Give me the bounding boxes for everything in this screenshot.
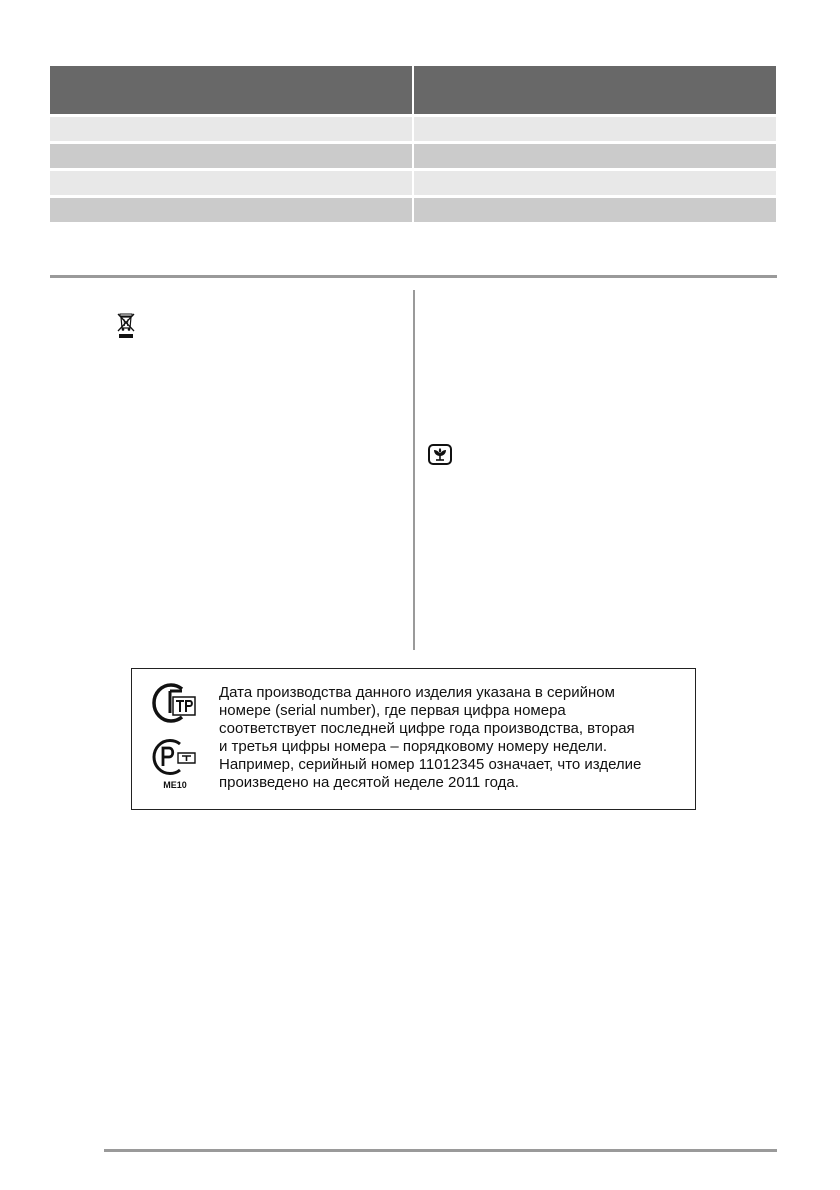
- crossed-out-wheelie-bin-icon: [117, 313, 135, 339]
- table-cell: [414, 117, 776, 141]
- spec-table-header: [50, 66, 776, 114]
- footer-divider: [104, 1149, 777, 1152]
- table-row: [50, 117, 776, 141]
- table-cell: [50, 198, 412, 222]
- gost-tr-mark-icon: [152, 683, 198, 727]
- table-cell: [414, 144, 776, 168]
- section-divider: [50, 275, 777, 278]
- pct-mark-icon: [152, 739, 198, 777]
- note-line: произведено на десятой неделе 2011 года.: [219, 774, 519, 791]
- note-line: номере (serial number), где первая цифра номера: [219, 702, 566, 719]
- column-divider: [413, 290, 415, 650]
- table-row: [50, 171, 776, 195]
- table-cell: [414, 171, 776, 195]
- table-row: [50, 144, 776, 168]
- production-date-note: [219, 684, 689, 792]
- spec-header-cell-left: [50, 66, 412, 114]
- table-cell: [50, 117, 412, 141]
- note-line: Например, серийный номер 11012345 означает, что изделие: [219, 756, 642, 773]
- table-cell: [50, 144, 412, 168]
- note-line: и третья цифры номера – порядковому номеру недели.: [219, 738, 608, 755]
- pct-mark-code: ME10: [163, 780, 187, 790]
- certification-notice: [131, 668, 696, 810]
- table-row: [50, 198, 776, 222]
- recycling-flower-icon: [428, 444, 452, 465]
- note-line: Дата производства данного изделия указана в серийном: [219, 684, 615, 701]
- spec-header-cell-right: [414, 66, 776, 114]
- table-cell: [414, 198, 776, 222]
- spec-table: [50, 66, 776, 222]
- table-cell: [50, 171, 412, 195]
- note-line: соответствует последней цифре года производства, вторая: [219, 720, 635, 737]
